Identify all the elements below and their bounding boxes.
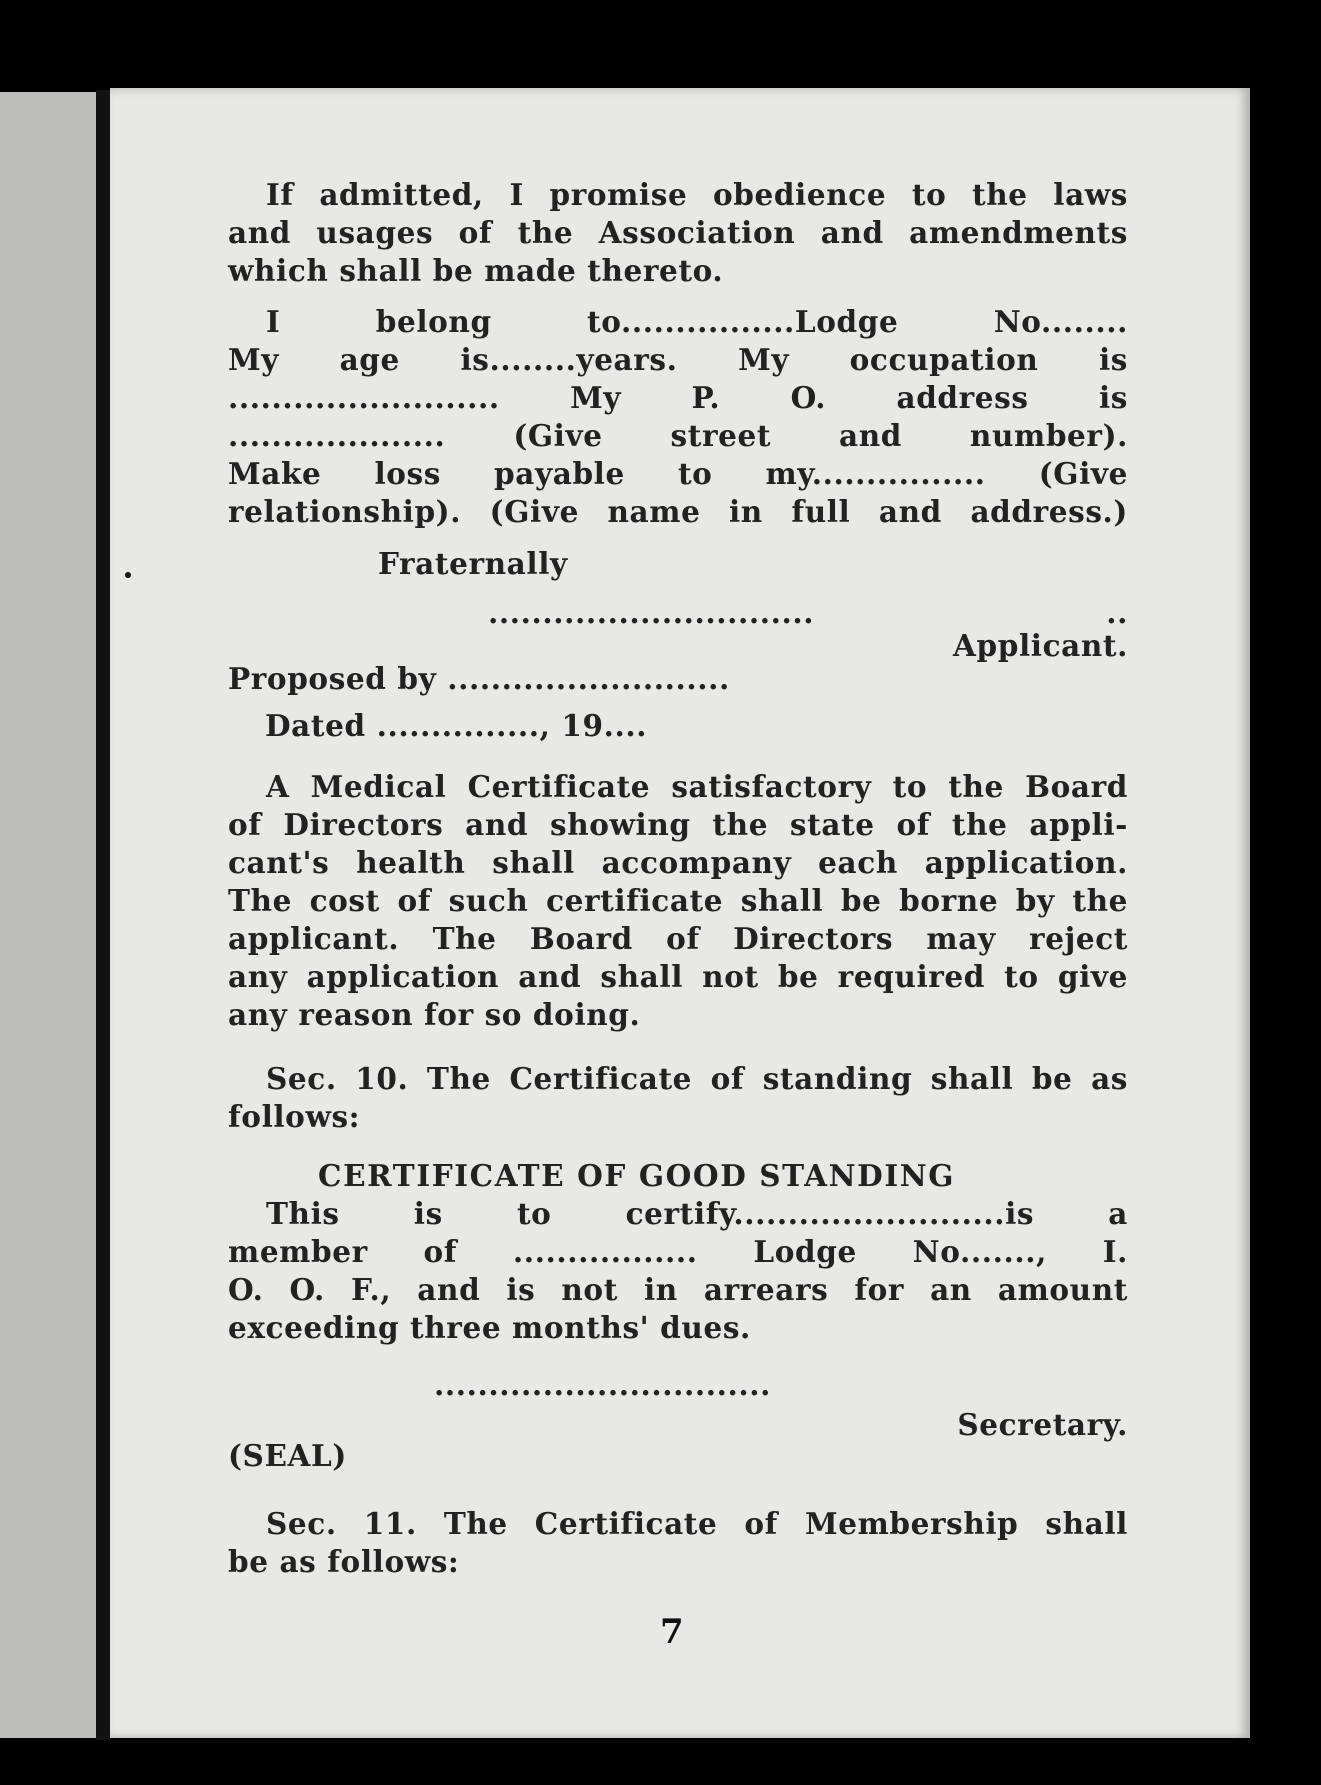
text-line: applicant. The Board of Directors may reject [228, 921, 1128, 956]
text-line: ......................... My P. O. address is [228, 380, 1128, 415]
text-line: The cost of such certificate shall be borne by the [228, 883, 1128, 918]
text-line: My age is........years. My occupation is [228, 342, 1128, 377]
signature-dots: ............................... [434, 1367, 771, 1402]
text-line: of Directors and showing the state of the appli- [228, 807, 1128, 842]
text-line: which shall be made thereto. [228, 253, 724, 288]
text-line: any reason for so doing. [228, 997, 641, 1032]
text-line: Sec. 10. The Certificate of standing shall be as [266, 1061, 1128, 1096]
left-page-edge [0, 92, 96, 1738]
text-line: A Medical Certificate satisfactory to the Board [266, 769, 1128, 804]
dated-line [265, 707, 865, 745]
text-line: If admitted, I promise obedience to the laws [266, 177, 1128, 212]
proposed-by-text: Proposed by .......................... [228, 661, 730, 696]
signature-dots: .............................. .. [488, 595, 1128, 630]
text-line: .................... (Give street and number). [228, 418, 1128, 453]
applicant-text: Applicant. [953, 628, 1128, 663]
secretary-signature-line [434, 1366, 1048, 1404]
secretary-label [828, 1406, 1128, 1444]
fraternally-closing [378, 545, 778, 583]
text-line: Make loss payable to my................ (Give [228, 456, 1128, 491]
ink-speck [104, 1420, 108, 1430]
text-line: relationship). (Give name in full and address.) [228, 494, 1128, 529]
dated-text: Dated ..............., 19.... [265, 708, 648, 743]
text-line: and usages of the Association and amendments [228, 215, 1128, 250]
text-line: follows: [228, 1099, 361, 1134]
text-line: exceeding three months' dues. [228, 1310, 751, 1345]
text-line: O. O. F., and is not in arrears for an amount [228, 1272, 1128, 1307]
seal-text: (SEAL) [228, 1438, 347, 1473]
text-line: I belong to................Lodge No........ [266, 304, 1128, 339]
text-line: be as follows: [228, 1544, 460, 1579]
seal-label [228, 1437, 528, 1475]
certificate-heading [318, 1157, 1038, 1195]
promise-paragraph [228, 176, 1128, 290]
text-line: cant's health shall accompany each application. [228, 845, 1128, 880]
text-line: member of ................. Lodge No......., I. [228, 1234, 1128, 1269]
section-10-paragraph [228, 1060, 1128, 1136]
secretary-text: Secretary. [957, 1407, 1128, 1442]
certificate-body [228, 1195, 1128, 1347]
text-line: This is to certify.........................is a [266, 1196, 1128, 1231]
book-spine [96, 90, 110, 1740]
page-number: 7 [660, 1612, 684, 1652]
text-line: any application and shall not be required to give [228, 959, 1128, 994]
membership-details-paragraph [228, 303, 1128, 531]
medical-certificate-paragraph [228, 768, 1128, 1034]
proposed-by-line [228, 660, 988, 698]
text-line: Sec. 11. The Certificate of Membership shall [266, 1506, 1128, 1541]
ink-speck [125, 572, 131, 578]
certificate-heading-text: CERTIFICATE OF GOOD STANDING [318, 1158, 956, 1193]
fraternally-text: Fraternally [378, 546, 568, 581]
section-11-paragraph [228, 1505, 1128, 1581]
